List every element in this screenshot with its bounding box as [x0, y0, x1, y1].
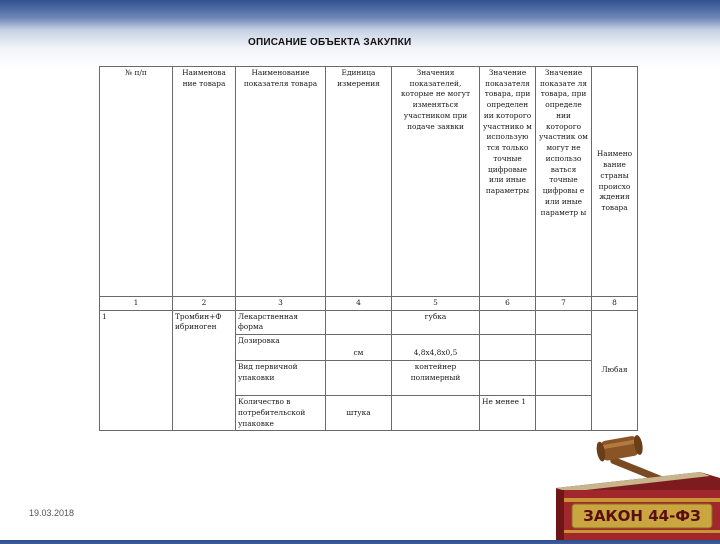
fixed-value: 4,8х4,8х0,5	[392, 335, 480, 361]
variable-value	[536, 310, 592, 334]
header-cell: Значение показателя товара, при определен ии которого участнико м использую тся только точные цифровые или иные параметры	[480, 67, 536, 297]
column-number: 7	[536, 297, 592, 311]
exact-value	[480, 310, 536, 334]
header-cell: Наименование показателя товара	[236, 67, 326, 297]
variable-value	[536, 396, 592, 431]
header-cell: Значения показателей, которые не могут изменяться участником при подаче заявки	[392, 67, 480, 297]
fixed-value	[392, 396, 480, 431]
header-cell: Единица измерения	[326, 67, 392, 297]
column-number: 1	[100, 297, 173, 311]
unit-cell: см	[326, 335, 392, 361]
indicator-name: Вид первичной упаковки	[236, 361, 326, 396]
row-number: 1	[100, 310, 173, 431]
column-number: 3	[236, 297, 326, 311]
unit-cell	[326, 361, 392, 396]
procurement-table	[99, 66, 638, 431]
gavel-book-icon	[550, 428, 720, 540]
unit-cell: штука	[326, 396, 392, 431]
header-cell: Значение показате ля товара, при определе нии которого участник ом могут не использо ваться точные цифровы е или иные параметр ы	[536, 67, 592, 297]
law-book	[556, 472, 720, 540]
column-number: 4	[326, 297, 392, 311]
logo-text: ЗАКОН 44-ФЗ	[583, 507, 701, 525]
header-cell: Наимено вание страны происхо ждения товара	[592, 67, 638, 297]
column-number: 6	[480, 297, 536, 311]
column-number: 8	[592, 297, 638, 311]
country-cell: Любая	[592, 310, 638, 431]
page-title: ОПИСАНИЕ ОБЪЕКТА ЗАКУПКИ	[248, 37, 412, 48]
header-cell: Наименова ние товара	[173, 67, 236, 297]
slide-date: 19.03.2018	[29, 508, 75, 518]
unit-cell	[326, 310, 392, 334]
product-name: Тромбин+Ф ибриноген	[173, 310, 236, 431]
indicator-name: Лекарственная форма	[236, 310, 326, 334]
indicator-name: Дозировка	[236, 335, 326, 361]
table-row	[100, 310, 638, 334]
fixed-value: контейнер полимерный	[392, 361, 480, 396]
gavel-head	[595, 434, 644, 462]
exact-value	[480, 361, 536, 396]
variable-value	[536, 335, 592, 361]
exact-value: Не менее 1	[480, 396, 536, 431]
law-44fz-logo	[550, 428, 720, 540]
column-number-row	[100, 297, 638, 311]
fixed-value: губка	[392, 310, 480, 334]
variable-value	[536, 361, 592, 396]
header-cell: № п/п	[100, 67, 173, 297]
exact-value	[480, 335, 536, 361]
column-number: 5	[392, 297, 480, 311]
column-number: 2	[173, 297, 236, 311]
header-row	[100, 67, 638, 297]
indicator-name: Количество в потребительской упаковке	[236, 396, 326, 431]
